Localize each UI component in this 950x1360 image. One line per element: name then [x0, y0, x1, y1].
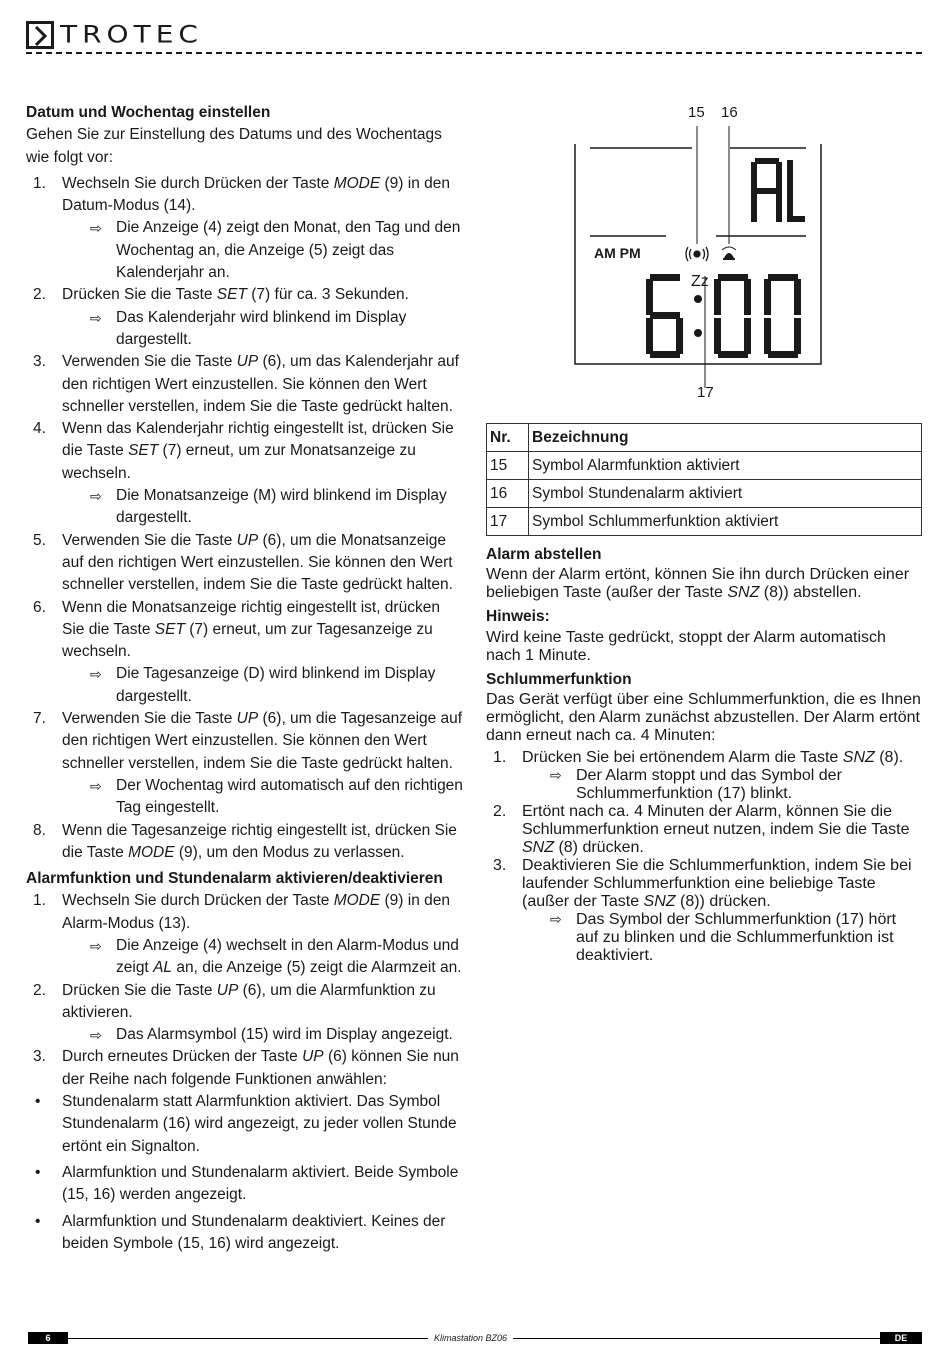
key-name: UP [236, 353, 259, 371]
step-text: Verwenden Sie die Taste [62, 353, 237, 371]
table-row [487, 452, 922, 480]
right-column [486, 540, 922, 965]
alarm-symbol-icon [686, 247, 708, 261]
step-item [486, 857, 922, 965]
step-text: (9) in den Alarm-Modus (13). [62, 892, 450, 932]
step-text: (9) in den Datum-Modus (14). [62, 174, 450, 215]
step-text: Verwenden Sie die Taste [62, 710, 237, 728]
key-name: MODE [333, 174, 381, 192]
digit-hour-icon [646, 274, 683, 358]
key-name: UP [302, 1048, 324, 1066]
result-text: Der Wochentag wird automatisch auf den richtigen Tag eingestellt. [116, 776, 463, 817]
key-name: SET [128, 442, 159, 460]
paragraph-text: Wenn der Alarm ertönt, können Sie ihn durch Drücken einer beliebigen Taste (außer der Taste [486, 566, 910, 602]
step-number: 3. [33, 1048, 46, 1066]
step-number: 1. [33, 892, 46, 910]
result-text: Das Symbol der Schlummerfunktion (17) hört auf zu blinken und die Schlummerfunktion ist deaktiviert. [576, 910, 897, 964]
symbol-legend-table [486, 423, 922, 536]
step-text: Wenn das Kalenderjahr richtig eingestellt ist, drücken Sie die Taste [62, 420, 454, 460]
section-title-date: Datum und Wochentag einstellen [26, 104, 271, 121]
section-title-alarm: Alarmfunktion und Stundenalarm aktivieren/deaktivieren [26, 870, 443, 888]
step-text: (8) drücken. [554, 838, 644, 856]
step-text: (7) für ca. 3 Sekunden. [246, 286, 409, 304]
key-name: UP [216, 981, 239, 999]
result-arrow-icon: ⇨ [550, 766, 562, 783]
paragraph-text: (8)) abstellen. [759, 584, 862, 602]
step-text: (8). [874, 748, 904, 766]
bullet-item [26, 1091, 466, 1158]
step-item [486, 749, 922, 803]
language-code: DE [880, 1332, 922, 1344]
table-cell-name: Symbol Stundenalarm aktiviert [529, 480, 922, 508]
result-text: Der Alarm stoppt und das Symbol der Schlummerfunktion (17) blinkt. [576, 766, 842, 802]
step-text: (6), um die Tagesanzeige auf den richtigen Wert einzustellen. Sie können den Wert schneller verstellen, indem Sie die Taste gedrückt halten. [62, 710, 463, 772]
bullet-item [26, 1162, 466, 1207]
step-text: (7) erneut, um zur Tagesanzeige zu wechseln. [62, 620, 433, 661]
section-intro-date: Gehen Sie zur Einstellung des Datums und des Wochentags wie folgt vor: [26, 126, 442, 166]
key-name: SNZ [842, 748, 875, 766]
bullet-item [26, 1211, 466, 1256]
table-row [487, 480, 922, 508]
bullet-icon: • [35, 1093, 41, 1111]
step-text: (7) erneut, um zur Monatsanzeige zu wechseln. [62, 442, 416, 482]
bullet-text: Alarmfunktion und Stundenalarm aktiviert. Beide Symbole (15, 16) werden angezeigt. [62, 1163, 459, 1204]
step-text: (6) können Sie nun der Reihe nach folgende Funktionen anwählen: [62, 1048, 459, 1088]
step-text: (6), um das Kalenderjahr auf den richtigen Wert einzustellen. Sie können den Wert schneller verstellen, indem Sie die Taste gedrückt halten. [62, 353, 459, 415]
lcd-display-figure [574, 104, 824, 404]
function-bullets [26, 1091, 466, 1255]
brand-logo [26, 20, 203, 50]
result-arrow-icon: ⇨ [90, 666, 102, 683]
step-number: 3. [33, 353, 46, 371]
date-steps [26, 173, 466, 864]
step-text: Drücken Sie die Taste [62, 981, 217, 999]
step-result [62, 663, 466, 708]
key-name: SNZ [643, 892, 676, 910]
step-number: 2. [493, 802, 507, 820]
step-text: Wenn die Tagesanzeige richtig eingestellt ist, drücken Sie die Taste [62, 821, 457, 861]
table-cell-nr: 16 [487, 480, 529, 508]
step-result [62, 485, 466, 530]
result-text: Die Anzeige (4) zeigt den Monat, den Tag und den Wochentag an, die Anzeige (5) zeigt das Kalenderjahr an. [116, 219, 461, 282]
step-text: Ertönt nach ca. 4 Minuten der Alarm, können Sie die Schlummerfunktion erneut nutzen, indem Sie die Taste [522, 802, 910, 838]
step-item [26, 418, 466, 529]
bullet-text: Stundenalarm statt Alarmfunktion aktiviert. Das Symbol Stundenalarm (16) wird angezeigt, zu jeder vollen Stunde ertönt ein Signalton. [62, 1093, 457, 1155]
step-result [62, 935, 466, 980]
table-cell-nr: 15 [487, 452, 529, 480]
hint-text: Wird keine Taste gedrückt, stoppt der Alarm automatisch nach 1 Minute. [486, 628, 886, 664]
logo-chevron-icon [26, 21, 54, 49]
bullet-icon: • [35, 1163, 41, 1181]
step-number: 3. [493, 856, 507, 874]
step-text: Drücken Sie die Taste [62, 286, 217, 304]
step-item [26, 530, 466, 597]
callout-label-15: 15 [688, 104, 705, 121]
callout-label-16: 16 [721, 104, 738, 121]
step-text: Drücken Sie bei ertönendem Alarm die Taste [522, 748, 843, 766]
step-number: 1. [493, 748, 507, 766]
step-item [26, 1046, 466, 1091]
result-arrow-icon: ⇨ [90, 220, 102, 237]
step-number: 2. [33, 286, 46, 304]
step-result [522, 911, 922, 965]
step-result [62, 1024, 466, 1046]
table-cell-name: Symbol Alarmfunktion aktiviert [529, 452, 922, 480]
am-pm-indicator: AM PM [594, 245, 641, 261]
result-arrow-icon: ⇨ [90, 777, 102, 794]
section-title-alarm-off: Alarm abstellen [486, 546, 602, 563]
step-text: Wechseln Sie durch Drücken der Taste [62, 892, 334, 910]
key-name: AL [153, 959, 173, 977]
section-title-snooze: Schlummerfunktion [486, 670, 632, 688]
table-header-nr: Nr. [487, 424, 529, 452]
step-number: 5. [33, 531, 46, 549]
step-item [26, 173, 466, 284]
step-result [522, 767, 922, 803]
result-text: an, die Anzeige (5) zeigt die Alarmzeit an. [172, 959, 462, 977]
result-arrow-icon: ⇨ [90, 937, 102, 954]
snooze-steps [486, 749, 922, 965]
step-item [26, 284, 466, 351]
step-number: 2. [33, 981, 46, 999]
step-item [26, 980, 466, 1047]
step-item [26, 890, 466, 979]
result-arrow-icon: ⇨ [550, 910, 562, 927]
key-name: SNZ [727, 584, 760, 602]
step-text: Deaktivieren Sie die Schlummerfunktion, indem Sie bei laufender Schlummerfunktion eine beliebige Taste (außer der Taste [522, 856, 912, 910]
step-item [26, 820, 466, 865]
colon-upper-icon [694, 295, 702, 303]
step-text: Wechseln Sie durch Drücken der Taste [62, 174, 334, 192]
result-text: Das Kalenderjahr wird blinkend im Display dargestellt. [116, 308, 407, 348]
step-result [62, 217, 466, 284]
colon-lower-icon [694, 329, 702, 337]
step-text: (9), um den Modus zu verlassen. [174, 843, 405, 861]
step-text: (8)) drücken. [675, 892, 771, 910]
key-name: SET [216, 286, 247, 304]
page-number: 6 [28, 1332, 68, 1344]
key-name: SET [154, 620, 185, 638]
snooze-symbol-icon: Zz [691, 273, 709, 290]
step-text: (6), um die Alarmfunktion zu aktivieren. [62, 981, 436, 1021]
brand-name: TROTEC [60, 20, 203, 49]
step-text: Verwenden Sie die Taste [62, 531, 237, 549]
lcd-panel [574, 126, 824, 391]
step-number: 4. [33, 420, 46, 438]
result-arrow-icon: ⇨ [90, 309, 102, 326]
step-item [486, 803, 922, 857]
result-text: Die Anzeige (4) wechselt in den Alarm-Modus und zeigt [116, 936, 459, 977]
result-arrow-icon: ⇨ [90, 488, 102, 505]
table-cell-name: Symbol Schlummerfunktion aktiviert [529, 508, 922, 536]
table-row [487, 508, 922, 536]
key-name: SNZ [522, 838, 554, 856]
result-text: Das Alarmsymbol (15) wird im Display angezeigt. [116, 1026, 453, 1044]
snooze-intro: Das Gerät verfügt über eine Schlummerfunktion, die es Ihnen ermöglicht, den Alarm zunächst abzustellen. Der Alarm ertönt dann erneut nach ca. 4 Minuten: [486, 690, 921, 744]
left-column [26, 98, 466, 1259]
step-text: (6), um die Monatsanzeige auf den richtigen Wert einzustellen. Sie können den Wert schneller verstellen, indem Sie die Taste gedrückt halten. [62, 531, 453, 594]
alarm-off-text [486, 566, 922, 602]
step-text: Wenn die Monatsanzeige richtig eingestellt ist, drücken Sie die Taste [62, 598, 440, 638]
header-divider [26, 52, 922, 54]
key-name: UP [236, 710, 259, 728]
page-footer [28, 1332, 922, 1344]
step-number: 6. [33, 598, 46, 616]
bullet-icon: • [35, 1212, 41, 1230]
bullet-text: Alarmfunktion und Stundenalarm deaktiviert. Keines der beiden Symbole (15, 16) wird angezeigt. [62, 1212, 446, 1252]
result-arrow-icon: ⇨ [90, 1027, 102, 1044]
alarm-steps [26, 890, 466, 1091]
step-number: 1. [33, 174, 46, 192]
key-name: MODE [333, 892, 381, 910]
step-number: 8. [33, 821, 46, 839]
result-text: Die Tagesanzeige (D) wird blinkend im Display dargestellt. [116, 665, 436, 705]
hourly-alarm-symbol-icon [722, 247, 736, 260]
step-number: 7. [33, 710, 46, 728]
step-result [62, 307, 466, 352]
step-item [26, 597, 466, 708]
key-name: MODE [128, 843, 175, 861]
footer-product-title: Klimastation BZ06 [428, 1332, 513, 1344]
key-name: UP [236, 531, 259, 549]
step-text: Durch erneutes Drücken der Taste [62, 1048, 303, 1066]
step-item [26, 708, 466, 819]
al-segment-icon [751, 158, 805, 222]
step-item [26, 351, 466, 418]
digit-minute-ones-icon [764, 274, 801, 358]
callout-label-17: 17 [697, 384, 714, 401]
step-result [62, 775, 466, 820]
table-header-name: Bezeichnung [529, 424, 922, 452]
hint-title: Hinweis: [486, 608, 550, 626]
table-header-row [487, 424, 922, 452]
result-text: Die Monatsanzeige (M) wird blinkend im Display dargestellt. [116, 487, 447, 527]
table-cell-nr: 17 [487, 508, 529, 536]
digit-minute-tens-icon [714, 274, 751, 358]
